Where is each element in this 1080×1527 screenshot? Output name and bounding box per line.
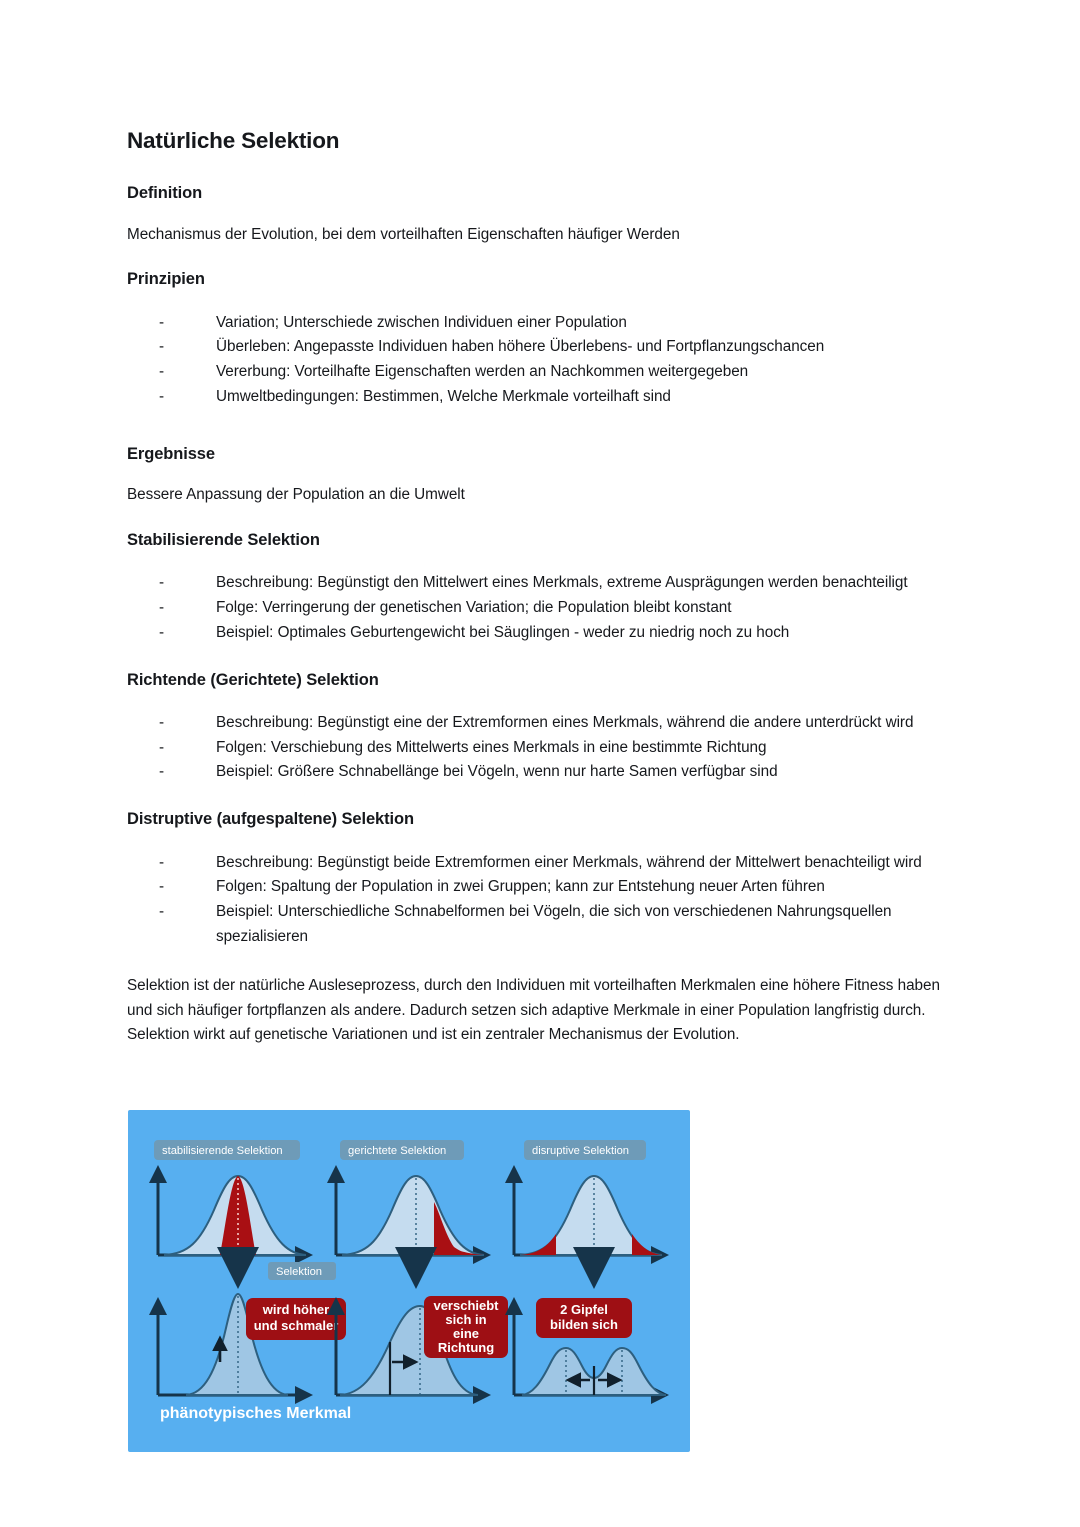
section-heading-definition: Definition — [127, 184, 203, 203]
bullet-marker: - — [159, 903, 165, 921]
callout-col2-line4: Richtung — [437, 1340, 495, 1355]
list-item-text: Beispiel: Optimales Geburtengewicht bei Säuglingen - weder zu niedrig noch zu hoch — [216, 623, 790, 641]
bullet-list-prinzipien — [127, 311, 957, 410]
bullet-marker: - — [159, 763, 165, 781]
bullet-marker: - — [159, 387, 165, 405]
bullet-marker: - — [159, 338, 165, 356]
callout-col3-line2: bilden sich — [550, 1317, 618, 1332]
section-heading-prinzipien: Prinzipien — [127, 270, 205, 289]
list-item — [159, 900, 957, 950]
section-paragraph-definition: Mechanismus der Evolution, bei dem vorteilhaften Eigenschaften häufiger Werden — [127, 225, 680, 243]
bullet-marker: - — [159, 598, 165, 616]
list-item — [159, 335, 957, 360]
list-item — [159, 851, 957, 876]
bullet-marker: - — [159, 363, 165, 381]
section-heading-stabilisierende-selektion: Stabilisierende Selektion — [127, 530, 320, 549]
bullet-list-stabilisierende-selektion — [127, 571, 957, 645]
section-heading-ergebnisse: Ergebnisse — [127, 444, 215, 463]
list-item-text: Überleben: Angepasste Individuen haben höhere Überlebens- und Fortpflanzungschancen — [216, 338, 825, 356]
list-item-text: Folgen: Verschiebung des Mittelwerts eines Merkmals in eine bestimmte Richtung — [216, 738, 767, 756]
section-heading-richtende-selektion: Richtende (Gerichtete) Selektion — [127, 670, 379, 689]
list-item-text: Beispiel: Größere Schnabellänge bei Vögeln, wenn nur harte Samen verfügbar sind — [216, 763, 778, 781]
page-title: Natürliche Selektion — [127, 128, 340, 153]
list-item — [159, 360, 957, 385]
list-item-text: Variation; Unterschiede zwischen Individuen einer Population — [216, 313, 627, 331]
curve-col3-top — [520, 1176, 662, 1255]
bullet-marker: - — [159, 713, 165, 731]
section-paragraph-ergebnisse: Bessere Anpassung der Population an die Umwelt — [127, 486, 465, 504]
section-heading-distruptive-selektion: Distruptive (aufgespaltene) Selektion — [127, 810, 414, 829]
callout-col1-line1: wird höher — [262, 1302, 330, 1317]
list-item — [159, 311, 957, 336]
callout-col2-line1: verschiebt — [433, 1298, 499, 1313]
bullet-marker: - — [159, 853, 165, 871]
axis-label-phaenotypisches-merkmal: phänotypisches Merkmal — [160, 1405, 352, 1422]
list-item — [159, 385, 957, 410]
bullet-marker: - — [159, 878, 165, 896]
list-item — [159, 736, 957, 761]
callout-col3-line1: 2 Gipfel — [560, 1302, 608, 1317]
list-item — [159, 760, 957, 785]
bullet-marker: - — [159, 313, 165, 331]
list-item-text: Beschreibung: Begünstigt eine der Extremformen eines Merkmals, während die andere unterdrückt wird — [216, 713, 914, 731]
list-item — [159, 596, 957, 621]
highlight-col3-right-tail — [632, 1234, 662, 1255]
badge-selektion: Selektion — [276, 1266, 323, 1278]
bullet-marker: - — [159, 574, 165, 592]
list-item-text: Beschreibung: Begünstigt beide Extremformen einer Merkmals, während der Mittelwert benachteiligt wird — [216, 853, 922, 871]
list-item — [159, 875, 957, 900]
badge-stabilisierende-selektion: stabilisierende Selektion — [162, 1145, 283, 1157]
list-item-text: Folgen: Spaltung der Population in zwei Gruppen; kann zur Entstehung neuer Arten führen — [216, 878, 825, 896]
callout-col1-line2: und schmaler — [253, 1318, 339, 1333]
badge-gerichtete-selektion: gerichtete Selektion — [348, 1145, 447, 1157]
callout-col2-line3: eine — [452, 1326, 480, 1341]
selection-types-diagram — [128, 1110, 690, 1452]
list-item — [159, 621, 957, 646]
bullet-marker: - — [159, 738, 165, 756]
list-item-text: Vererbung: Vorteilhafte Eigenschaften werden an Nachkommen weitergegeben — [216, 363, 749, 381]
document-content — [127, 127, 957, 1058]
bullet-list-distruptive-selektion — [127, 851, 957, 950]
list-item-text: Beispiel: Unterschiedliche Schnabelformen bei Vögeln, die sich von verschiedenen Nahrungsquellen spezialisieren — [216, 903, 892, 945]
list-item-text: Folge: Verringerung der genetischen Variation; die Population bleibt konstant — [216, 598, 732, 616]
list-item — [159, 571, 957, 596]
list-item-text: Beschreibung: Begünstigt den Mittelwert eines Merkmals, extreme Ausprägungen werden benachteiligt — [216, 574, 908, 592]
highlight-col3-left-tail — [520, 1234, 556, 1255]
badge-disruptive-selektion: disruptive Selektion — [532, 1145, 630, 1157]
curve-col2-top — [342, 1176, 484, 1255]
list-item-text: Umweltbedingungen: Bestimmen, Welche Merkmale vorteilhaft sind — [216, 387, 671, 405]
callout-col2-line2: sich in — [445, 1312, 487, 1327]
list-item — [159, 711, 957, 736]
closing-paragraph: Selektion ist der natürliche Ausleseprozess, durch den Individuen mit vorteilhaften Merkmalen eine höhere Fitness haben und sich häufiger fortpflanzen als andere. Dadurch setzen sich adaptive Merkmale in einer Population langfristig durch. Selektion wirkt auf genetische Variationen und ist ein zentraler Mechanismus der Evolution. — [127, 976, 940, 1044]
bullet-marker: - — [159, 623, 165, 641]
bullet-list-richtende-selektion — [127, 711, 957, 785]
